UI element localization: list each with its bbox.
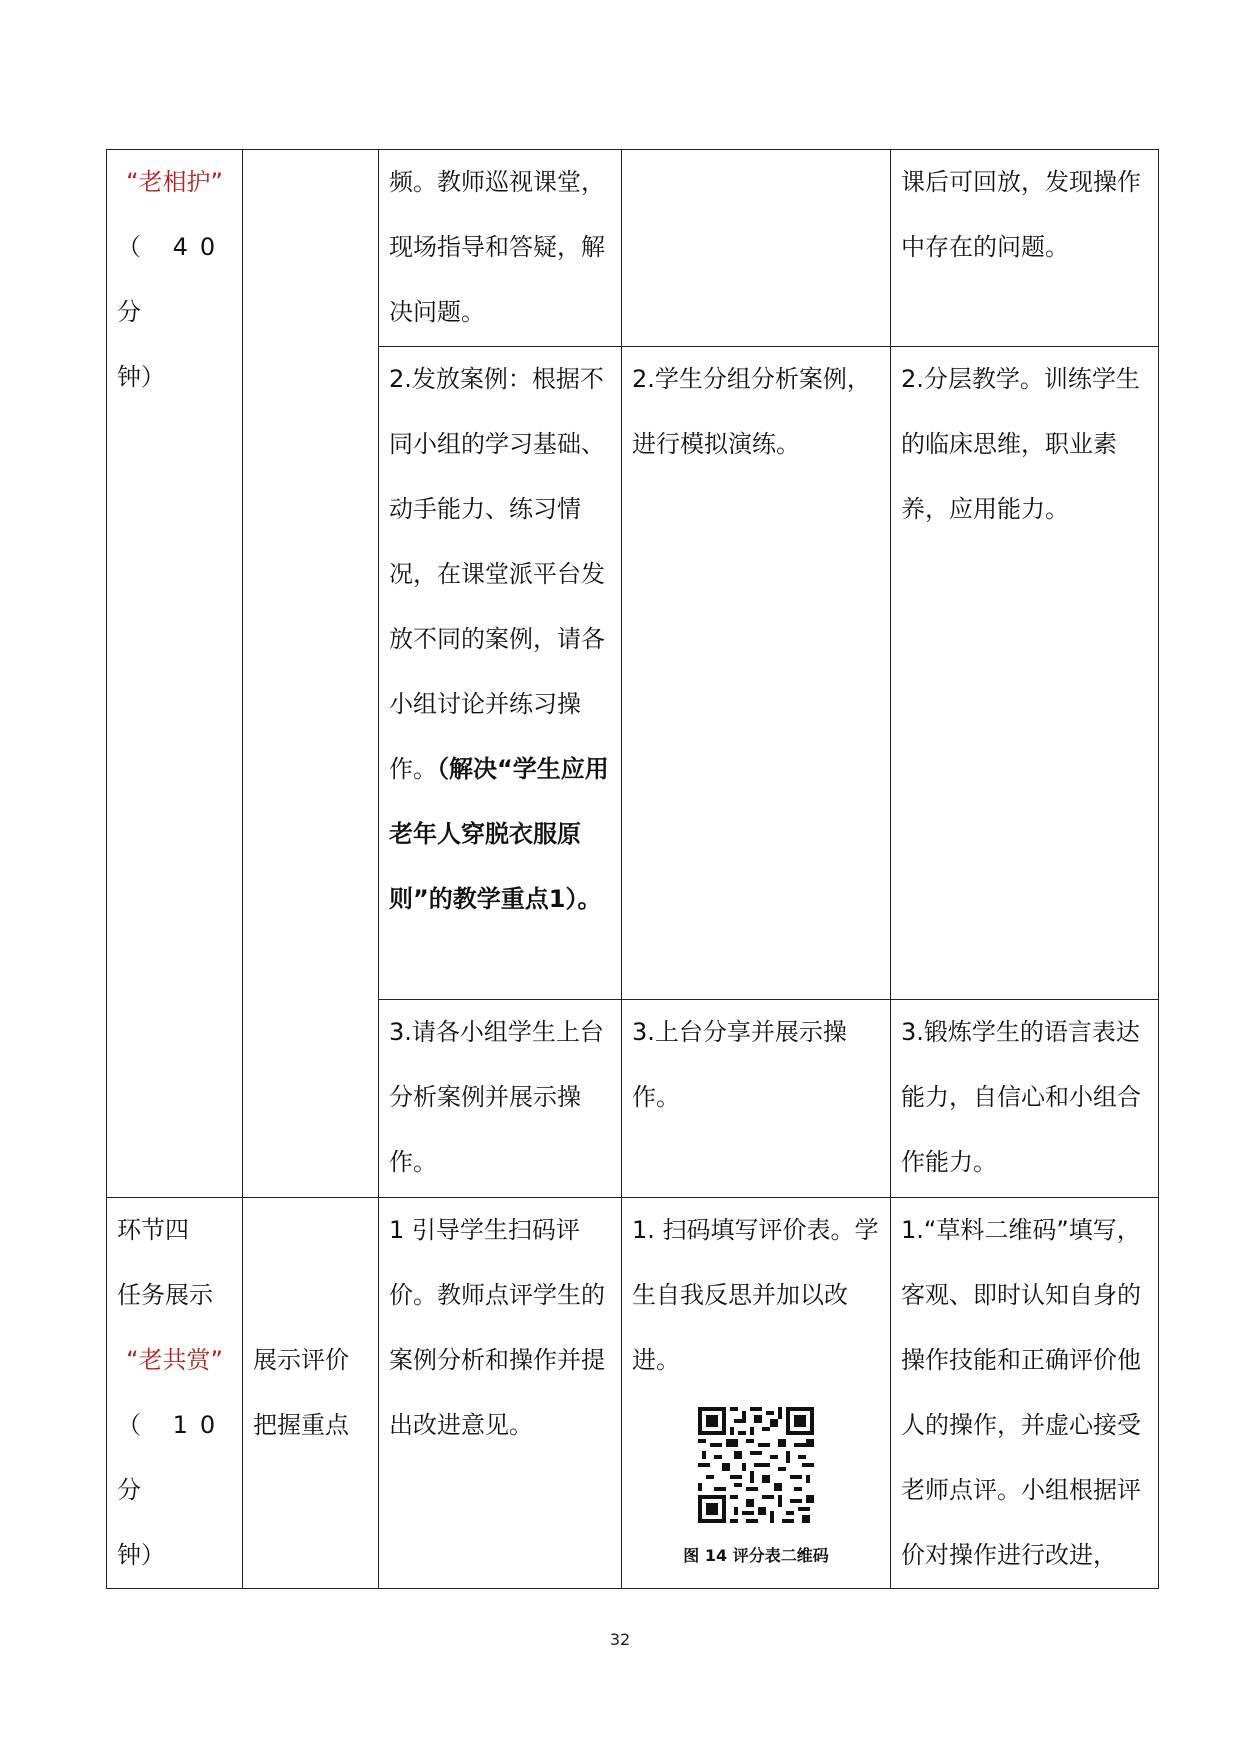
teacher-activity-cell [379, 347, 622, 1000]
section4-duration-cont: 钟） [117, 1541, 165, 1569]
section4-stage: 环节四 [117, 1216, 189, 1244]
section3-goal-cell [243, 150, 379, 1198]
lesson-plan-table [106, 149, 1159, 1589]
student-activity-cell: 2.学生分组分析案例，进行模拟演练。 [622, 347, 891, 1000]
qr-code-icon [698, 1407, 814, 1523]
section4-name: “老共赏” [126, 1346, 223, 1374]
design-intent-cell: 3.锻炼学生的语言表达能力，自信心和小组合作能力。 [891, 1000, 1159, 1198]
goal-line-2: 把握重点 [253, 1411, 349, 1439]
design-intent-cell: 1.“草料二维码”填写，客观、即时认知自身的操作技能和正确评价他人的操作，并虚心接受老师点评。小组根据评价对操作进行改进， [891, 1198, 1159, 1589]
figure-caption: 图 14 评分表二维码 [683, 1546, 829, 1565]
section3-stage-cell [107, 150, 243, 1198]
qr-figure [632, 1407, 880, 1566]
table-row [107, 150, 1159, 347]
section4-stage-cell [107, 1198, 243, 1589]
section4-task: 任务展示 [117, 1281, 213, 1309]
design-intent-cell: 2.分层教学。训练学生的临床思维，职业素养，应用能力。 [891, 347, 1159, 1000]
table-row [107, 1198, 1159, 1589]
page-number: 32 [609, 1630, 631, 1649]
section4-duration: （ 10 分 [117, 1411, 228, 1504]
teaching-focus-note: （解决“学生应用老年人穿脱衣服原则”的教学重点1）。 [389, 755, 609, 913]
student-activity-cell: 3.上台分享并展示操作。 [622, 1000, 891, 1198]
student-activity-cell [622, 150, 891, 347]
student-activity-cell [622, 1198, 891, 1589]
student-activity-text: 1. 扫码填写评价表。学生自我反思并加以改进。 [632, 1216, 879, 1374]
section3-duration: （ 40 分 [117, 233, 228, 326]
teacher-activity-cell: 1 引导学生扫码评价。教师点评学生的案例分析和操作并提出改进意见。 [379, 1198, 622, 1589]
section3-duration-cont: 钟） [117, 363, 165, 391]
section4-goal-cell [243, 1198, 379, 1589]
teacher-activity-text: 2.发放案例：根据不同小组的学习基础、动手能力、练习情况，在课堂派平台发放不同的案例，请各小组讨论并练习操作。 [389, 365, 605, 783]
goal-line-1: 展示评价 [253, 1346, 349, 1374]
teacher-activity-cell: 3.请各小组学生上台分析案例并展示操作。 [379, 1000, 622, 1198]
design-intent-cell: 课后可回放，发现操作中存在的问题。 [891, 150, 1159, 347]
teacher-activity-cell: 频。教师巡视课堂，现场指导和答疑，解决问题。 [379, 150, 622, 347]
section3-name: “老相护” [126, 168, 223, 196]
